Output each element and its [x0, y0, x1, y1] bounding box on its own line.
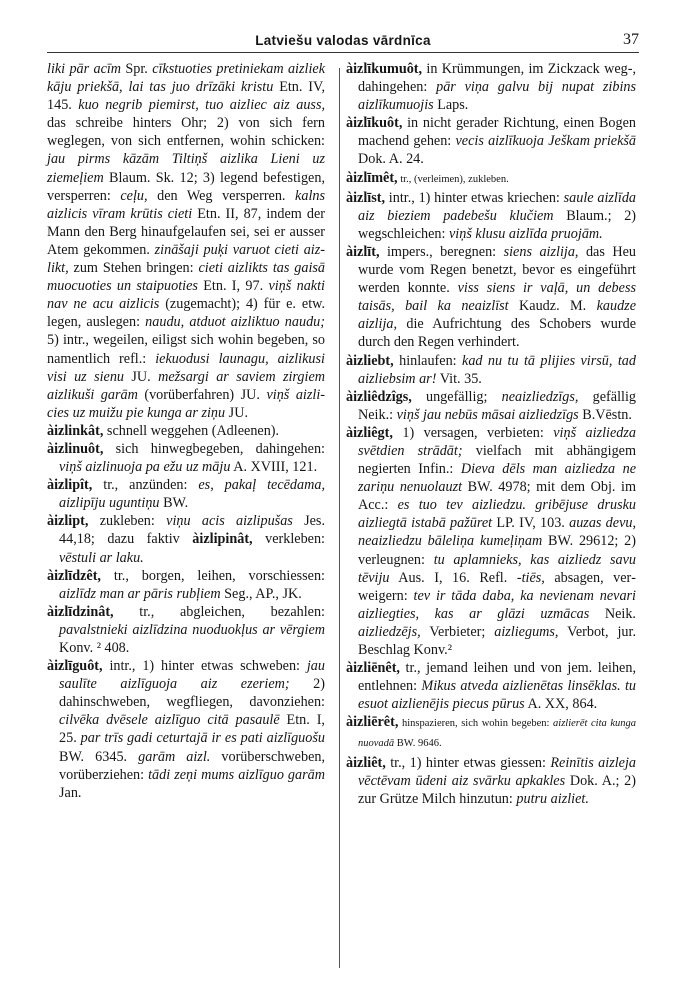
gloss-text: zum Stehen bringen:: [68, 260, 199, 277]
latvian-example: garām aizl.: [138, 748, 211, 765]
latvian-example: auzas devu, neaizliedzu bāleliņa kumeļiņam: [358, 515, 637, 550]
latvian-example: iekuodusi launagu, aizlikusi visi uz sienu: [47, 350, 325, 385]
gloss-text: absagen, verweigern:: [358, 569, 637, 604]
dictionary-entry: [346, 713, 636, 753]
gloss-text: (vorüberfahren) JU.: [137, 386, 267, 403]
gloss-text: Dok. A.; 2) zur Grütze Milch hinzutun:: [358, 772, 636, 807]
gloss-text: intr., 1) hinter etwas kriechen:: [385, 189, 564, 206]
latvian-example: kad nu tu tā plijies virsū, tad aizliebsim ar!: [358, 352, 636, 387]
latvian-example: aizlīdz man ar pāris rubļiem: [59, 585, 221, 602]
latvian-example: cieti aizlikts tas gaisā muocuoties un staipuoties: [47, 260, 325, 295]
latvian-example: viņu acis aizlipušas: [166, 513, 293, 530]
running-header: [47, 0, 639, 53]
latvian-example: -tiēs,: [516, 569, 545, 586]
latvian-example: saule aizlīda aiz bieziem padebešu klučiem: [358, 189, 637, 224]
headword: àizlīmêt,: [346, 169, 398, 186]
running-title: Latviešu valodas vārdnīca: [255, 33, 431, 48]
headword: àizlinuôt,: [47, 440, 104, 457]
gloss-text: Seg., AP., JK.: [220, 585, 302, 602]
latvian-example: cīkstuoties pretiniekam aizliek kāju priekšā, lai tas juo drīzāki kristu: [47, 61, 325, 96]
latvian-example: cilvēka dvēsele aizlīguo citā pasaulē: [59, 712, 280, 729]
dictionary-entry: [47, 512, 325, 566]
dictionary-entry: [47, 440, 325, 476]
gloss-text: die Aufrichtung des Schobers wurde durch den Regen verhindert.: [358, 316, 636, 351]
gloss-text: sich hinwegbegeben, dahingehen:: [103, 440, 325, 457]
headword: àizlīkumuôt,: [346, 61, 423, 77]
gloss-text: Jan.: [59, 784, 82, 801]
gloss-text: Verbot, jur. Beschlag Konv.²: [358, 623, 636, 658]
gloss-text: Etn. I, 25.: [59, 712, 325, 747]
dictionary-entry: [346, 189, 636, 243]
headword: àizlīguôt,: [47, 658, 103, 675]
gloss-text: A. XX, 864.: [524, 696, 598, 713]
latvian-example: kalns aizlicis vīram krūtis cieti: [47, 187, 325, 222]
gloss-small: BW. 9646.: [394, 738, 442, 750]
latvian-example: jau pirms kāzām Tiltiņš aizlika Lieni uz ziemeļiem: [47, 151, 325, 186]
latvian-example: jau saulīte aizlīguoja aiz ezeriem;: [59, 658, 325, 693]
latvian-example: neaizliedzīgs,: [501, 388, 579, 405]
headword: àizlipît,: [47, 477, 93, 494]
latvian-example: tādi zeņi mums aizlīguo garām: [148, 766, 325, 783]
headword: àizliēnêt,: [346, 660, 400, 677]
page-number: 37: [623, 31, 639, 48]
gloss-text: Etn. I, 97.: [197, 278, 269, 295]
gloss-text: Kaudz. M.: [508, 298, 597, 315]
latvian-example: vecis aizlīkuoja Ješkam priekšā: [455, 133, 636, 150]
gloss-text: (zugemacht); 4) für e. etw. legen, auslegen:: [47, 296, 325, 331]
gloss-text: in nicht gerader Richtung, einen Bogen machend gehen:: [358, 115, 636, 150]
headword: àizliêgt,: [346, 424, 393, 441]
dictionary-entry: [346, 352, 636, 388]
latvian-example: zināšaji puķi varuot cieti aizlikt,: [47, 241, 326, 277]
dictionary-entry: [47, 657, 325, 802]
dictionary-entry: [346, 114, 636, 168]
gloss-text: tr., 1) hinter etwas giessen:: [385, 754, 551, 771]
dictionary-entry: [346, 60, 636, 114]
headword: àizlīst,: [346, 189, 386, 206]
gloss-text: hinlaufen:: [393, 352, 463, 369]
headword: àizliebt,: [346, 352, 394, 369]
latvian-example: Reinītis aizleja vēctēvam ūdeni aiz svārku apkakles: [358, 754, 636, 789]
latvian-example: ceļu,: [120, 187, 148, 204]
gloss-text: JU.: [124, 368, 159, 385]
dictionary-entry: [47, 603, 325, 657]
gloss-text: in Krümmungen, im Zickzack weg-, dahingehen:: [358, 61, 636, 96]
headword: àizlinkât,: [47, 422, 104, 439]
latvian-example: viņš aizlinuoja pa ežu uz māju: [59, 459, 231, 476]
headword: àizlīdzêt,: [47, 567, 101, 584]
latvian-example: viņš klusu aizlīda pruojām.: [449, 225, 603, 242]
gloss-text: gefällig Neik.:: [358, 388, 636, 423]
gloss-text: ungefällig;: [411, 388, 502, 405]
dictionary-entry: [346, 388, 636, 424]
dictionary-entry: [346, 754, 636, 808]
latvian-example: tu aplamnieks, kas aizliedz savu tēviju: [358, 551, 636, 586]
gloss-text: Neik.: [589, 605, 636, 622]
gloss-text: BW. 6345.: [59, 748, 139, 765]
gloss-text: zukleben:: [88, 513, 167, 530]
latvian-example: siens aizlija,: [503, 243, 579, 260]
latvian-example: vēstuli ar laku.: [59, 549, 144, 566]
latvian-example: tev ir tāda daba, ka nevienam nevari aizliegties, kas ar glāzi uzmācas: [358, 587, 637, 622]
gloss-text: tr., abgleichen, bezahlen:: [113, 603, 325, 620]
latvian-example: par trīs gadi ceturtajā ir es pati aizlīguošu: [80, 730, 325, 747]
gloss-text: das schreibe hinters Ohr; 2) von sich fern weglegen, von sich entfernen, wohin schicken:: [47, 115, 325, 150]
gloss-text: 2) dahinschweben, wegfliegen, davonziehen:: [59, 676, 325, 711]
latvian-example: viss siens ir vaļā, un debess taisās, bail ka neaizlīst: [358, 280, 636, 315]
gloss-text: tr., jemand leihen und von jem. leihen, entlehnen:: [358, 660, 636, 695]
gloss-text: Dok. A. 24.: [358, 151, 424, 168]
gloss-text: Etn. II, 87, indem der Mann den Berg hinaufgelaufen sei, sei er ausser Atem gekommen.: [47, 205, 325, 258]
dictionary-entry: [47, 422, 325, 440]
gloss-text: B.Vēstn.: [578, 406, 632, 423]
headword: àizliêt,: [346, 754, 386, 771]
gloss-text: Etn. IV, 145.: [47, 79, 325, 114]
latvian-example: putru aizliet.: [516, 790, 589, 807]
gloss-text: impers., beregnen:: [379, 243, 504, 260]
headword: àizlipt,: [47, 513, 89, 530]
gloss-text: LP. IV, 103.: [492, 515, 570, 532]
latvian-example: viņš jau nebūs māsai aizliedzīgs: [396, 406, 579, 423]
latvian-example: es tuo tev aizliedzu. gribējuse drusku aizliegtā istabā pažūret: [358, 497, 636, 532]
gloss-text: 5) intr., wegeilen, eiligst sich wohin begeben, so namentlich refl.:: [47, 332, 325, 367]
headword: àizlīt,: [346, 243, 380, 260]
headword: àizlipinât,: [192, 531, 253, 548]
latvian-example: mežsargi ar saviem zirgiem aizlikuši garām: [47, 368, 325, 403]
latvian-example: pār viņa galvu bij nupat zibins aizlīkumuojis: [358, 79, 636, 114]
headword: àizliērêt,: [346, 714, 399, 731]
latvian-example: es, pakaļ tecēdama, aizlipīju uguntiņu: [59, 477, 326, 512]
gloss-text: JU.: [225, 404, 248, 421]
gloss-text: Laps.: [433, 97, 469, 114]
gloss-text: 1) versagen, verbieten:: [392, 424, 554, 441]
dictionary-entry-continuation: [47, 60, 325, 422]
gloss-text: intr., 1) hinter etwas schweben:: [102, 658, 307, 675]
latvian-example: viņš aizliedza svētdien strādāt;: [358, 424, 636, 459]
gloss-text: Spr.: [121, 61, 153, 77]
gloss-text: Verbieter;: [420, 623, 495, 640]
dictionary-entry: [47, 567, 325, 603]
column-divider: [339, 68, 340, 968]
gloss-text: BW. 4978; mit dem Obj. im Acc.:: [358, 479, 636, 514]
gloss-small: tr., (verleimen), zukleben.: [397, 173, 509, 185]
latvian-example: Dieva dēls man aizliedza ne zariņu nenuolauzt: [358, 461, 636, 496]
dictionary-entry: [346, 169, 636, 189]
gloss-text: tr., anzünden:: [92, 477, 199, 494]
gloss-text: den Weg versperren.: [147, 187, 296, 204]
gloss-text: vorüberschweben, vorüberziehen:: [59, 748, 326, 783]
latvian-example: viņš nakti nav ne acu aizlicis: [47, 278, 325, 313]
headword: àizlīkuôt,: [346, 115, 403, 132]
latvian-example: viņš aizlicies uz muižu pie kunga ar ziņu: [47, 386, 325, 421]
gloss-text: Vit. 35.: [436, 370, 482, 387]
latvian-example: aizliedzējs,: [358, 623, 421, 640]
gloss-text: verkleben:: [252, 531, 325, 548]
gloss-text: das Heu wurde vom Regen benetzt, bevor es eingeführt werden konnte.: [358, 243, 636, 297]
gloss-small: hinspazieren, sich wohin begeben:: [398, 718, 554, 730]
gloss-text: vielfach mit abhängigem negierten Infin.:: [358, 442, 636, 478]
dictionary-entry: [47, 476, 325, 512]
dictionary-entry: [346, 243, 636, 352]
latvian-example: Mikus atveda aizlienētas linsēklas. tu esuot aizlienējis piecus pūrus: [358, 678, 637, 713]
gloss-text: Konv. ² 408.: [59, 640, 130, 656]
dictionary-entry: [346, 424, 636, 659]
gloss-text: Jes. 44,18; dazu faktiv: [59, 513, 326, 548]
latvian-example: pavalstnieki aizlīdzina nuoduokļus ar vērgiem: [59, 621, 325, 638]
right-column: [346, 60, 636, 808]
latvian-example: kaudze aizlija,: [358, 298, 636, 333]
dictionary-entry: [346, 659, 636, 713]
gloss-text: Blaum.; 2) wegschleichen:: [358, 207, 637, 242]
gloss-text: schnell weggehen (Adleenen).: [103, 422, 280, 439]
headword: àizlīdzinât,: [47, 603, 114, 620]
gloss-text: tr., borgen, leihen, vorschiessen:: [100, 567, 325, 584]
gloss-text: Aus. I, 16. Refl.: [389, 569, 517, 586]
gloss-text: BW.: [159, 495, 189, 512]
latvian-example: liki pār acīm: [47, 61, 122, 77]
gloss-text: Blaum. Sk. 12; 3) legend befestigen, versperren:: [47, 169, 325, 204]
latvian-example: naudu, atduot aizliktuo naudu;: [145, 314, 325, 331]
left-column: [47, 60, 325, 802]
gloss-text: BW. 29612; 2) verleugnen:: [358, 533, 636, 568]
headword: àizliêdzîgs,: [346, 388, 412, 405]
latvian-example: aizliegums,: [494, 623, 559, 640]
latvian-example: kuo negrib piemirst, tuo aizliec aiz auss,: [78, 97, 326, 114]
gloss-text: A. XVIII, 121.: [230, 459, 318, 476]
latvian-example-small: aizlierēt cita kunga nuovadā: [358, 718, 637, 750]
